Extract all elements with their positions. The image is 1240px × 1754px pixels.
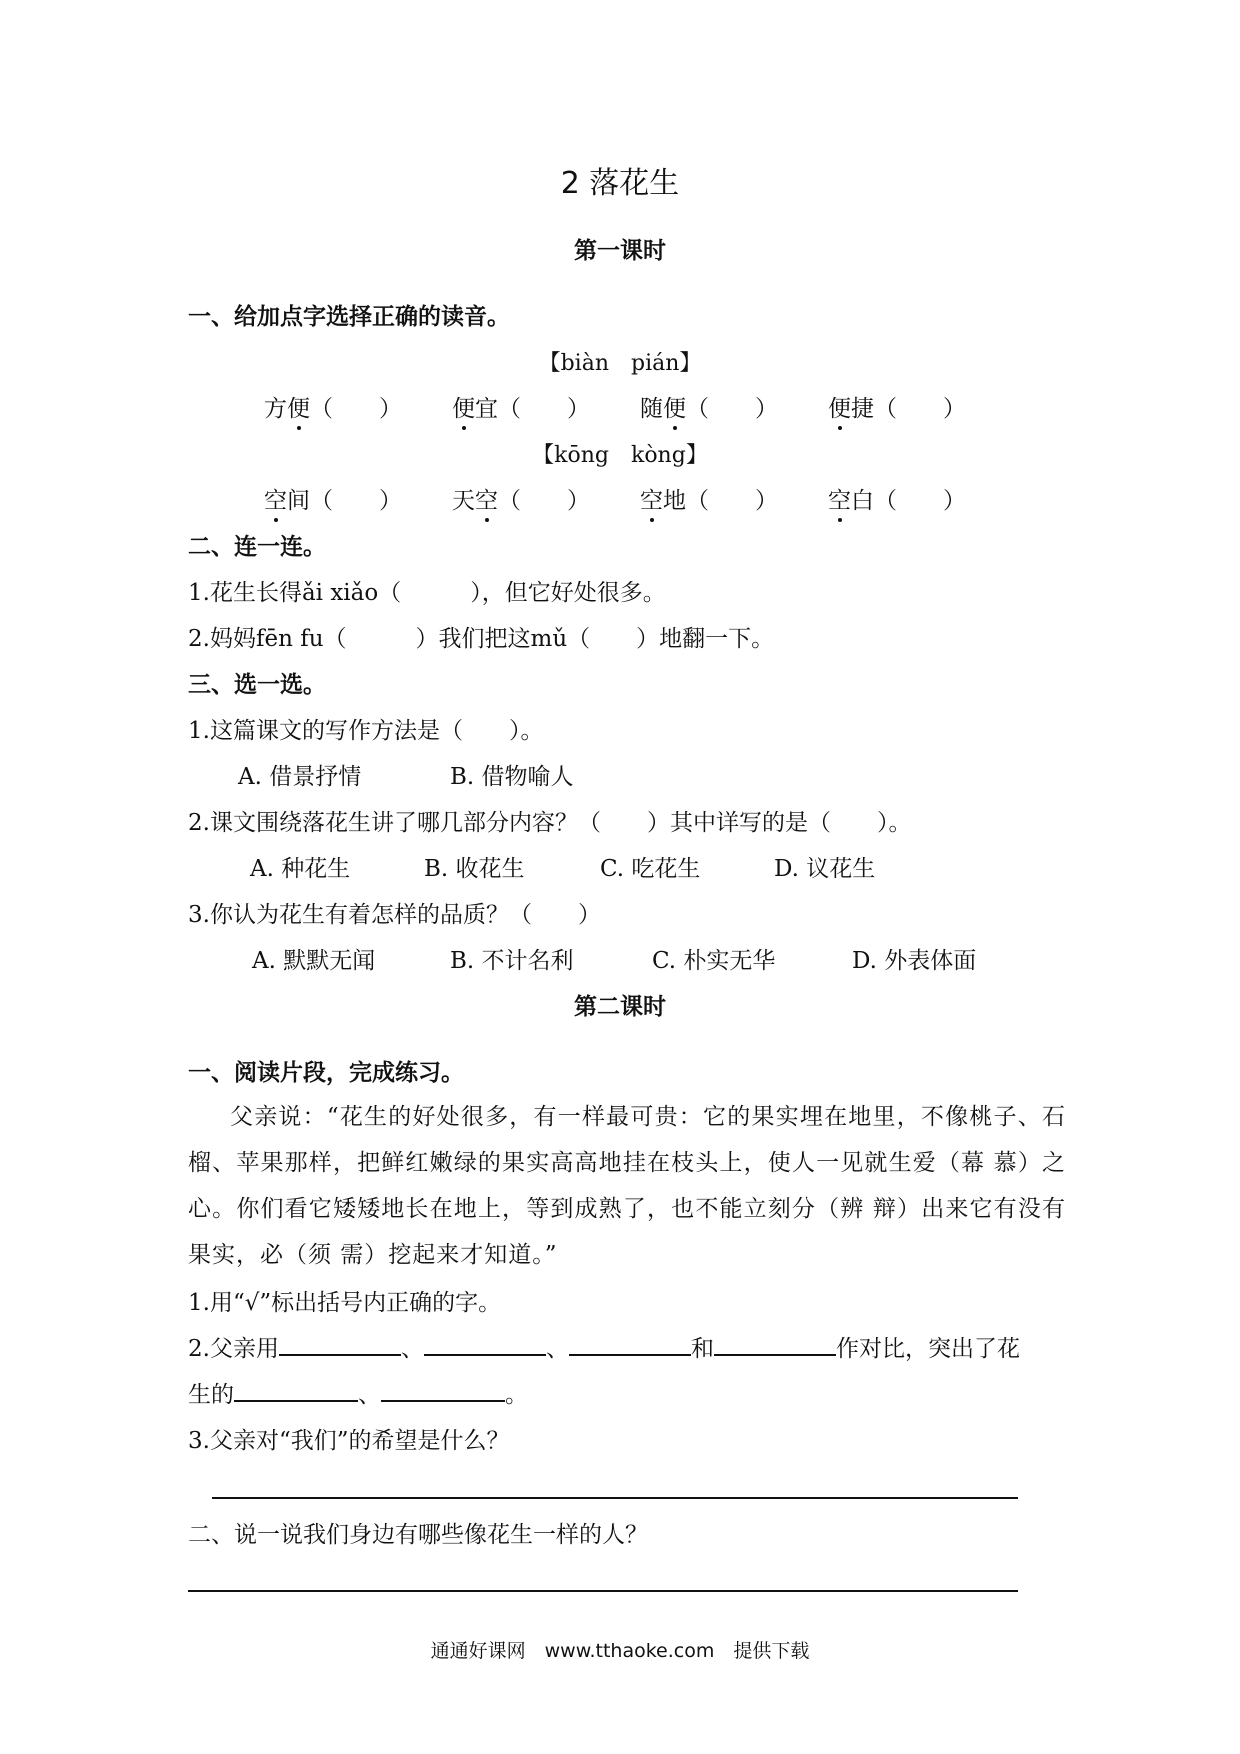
- l1-q2-heading: 二、连一连。: [188, 534, 326, 560]
- option-a: A. 种花生: [250, 856, 351, 882]
- l1-q2-line2: 2.妈妈fēn fu（ ）我们把这mǔ（ ）地翻一下。: [188, 626, 775, 652]
- l2-q2-heading: 二、说一说我们身边有哪些像花生一样的人？: [188, 1522, 648, 1548]
- option-c: C. 吃花生: [600, 856, 701, 882]
- dotted-char: 空: [640, 482, 663, 515]
- l2-q1-s3: 3.父亲对“我们”的希望是什么？: [188, 1428, 510, 1454]
- dotted-char: 便: [828, 390, 851, 423]
- option-d: D. 议花生: [774, 856, 876, 882]
- lesson2-heading: 第二课时: [574, 994, 666, 1020]
- dotted-char: 空: [828, 482, 851, 515]
- l1-q3-s3: 3.你认为花生有着怎样的品质？（ ）: [188, 902, 601, 928]
- l1-q3-s2: 2.课文围绕落花生讲了哪几部分内容？（ ）其中详写的是（ ）。: [188, 810, 912, 836]
- answer-blank[interactable]: [234, 1376, 358, 1402]
- dotted-char: 空: [475, 482, 498, 515]
- answer-blank[interactable]: [569, 1330, 691, 1356]
- answer-blank[interactable]: [424, 1330, 546, 1356]
- option-c: C. 朴实无华: [652, 948, 776, 974]
- l1-q1-heading: 一、给加点字选择正确的读音。: [188, 304, 510, 330]
- l1-q3-heading: 三、选一选。: [188, 672, 326, 698]
- answer-blank[interactable]: [381, 1376, 505, 1402]
- l2-q1-s2-cont: 生的 、 。: [188, 1376, 528, 1409]
- option-a: A. 默默无闻: [252, 948, 376, 974]
- dotted-char: 便: [452, 390, 475, 423]
- pinyin-group1: 【biàn pián】: [538, 351, 702, 376]
- footer: 通通好课网 www.tthaoke.com 提供下载: [430, 1640, 810, 1662]
- l2-q1-heading: 一、阅读片段，完成练习。: [188, 1060, 464, 1086]
- lesson1-heading: 第一课时: [574, 238, 666, 264]
- option-b: B. 借物喻人: [450, 764, 574, 790]
- word-kongjian: 空间（ ）: [264, 482, 402, 515]
- dotted-char: 便: [663, 390, 686, 423]
- word-tiankong: 天空（ ）: [452, 482, 590, 515]
- answer-line[interactable]: [212, 1497, 1018, 1499]
- word-kongdi: 空地（ ）: [640, 482, 778, 515]
- l1-q2-line1: 1.花生长得ǎi xiǎo（ ），但它好处很多。: [188, 580, 666, 606]
- word-fangbian: 方便（ ）: [264, 390, 402, 423]
- option-b: B. 不计名利: [450, 948, 574, 974]
- word-suibian: 随便（ ）: [640, 390, 778, 423]
- option-b: B. 收花生: [424, 856, 525, 882]
- word-pianyi: 便宜（ ）: [452, 390, 590, 423]
- l2-q1-s1: 1.用“√”标出括号内正确的字。: [188, 1290, 502, 1316]
- pinyin-group2: 【kōng kòng】: [532, 443, 708, 468]
- answer-line[interactable]: [188, 1590, 1018, 1592]
- option-a: A. 借景抒情: [238, 764, 362, 790]
- l1-q3-s1: 1.这篇课文的写作方法是（ ）。: [188, 718, 544, 744]
- answer-blank[interactable]: [714, 1330, 836, 1356]
- dotted-char: 空: [264, 482, 287, 515]
- answer-blank[interactable]: [279, 1330, 401, 1356]
- reading-passage: 父亲说：“花生的好处很多，有一样最可贵：它的果实埋在地里，不像桃子、石榴、苹果那样，把鲜红嫩绿的果实高高地挂在枝头上，使人一见就生爱（幕 慕）之心。你们看它矮矮地长在地上，等到成熟了，也不能立刻分（辨 辩）出来它有没有果实，必（须 需）挖起来才知道。”: [188, 1104, 1066, 1268]
- l2-q1-s2: 2.父亲用 、 、 和 作对比，突出了花: [188, 1330, 1020, 1363]
- word-bianjie: 便捷（ ）: [828, 390, 966, 423]
- word-kongbai: 空白（ ）: [828, 482, 966, 515]
- page-title: 2 落花生: [560, 166, 680, 201]
- dotted-char: 便: [287, 390, 310, 423]
- option-d: D. 外表体面: [852, 948, 977, 974]
